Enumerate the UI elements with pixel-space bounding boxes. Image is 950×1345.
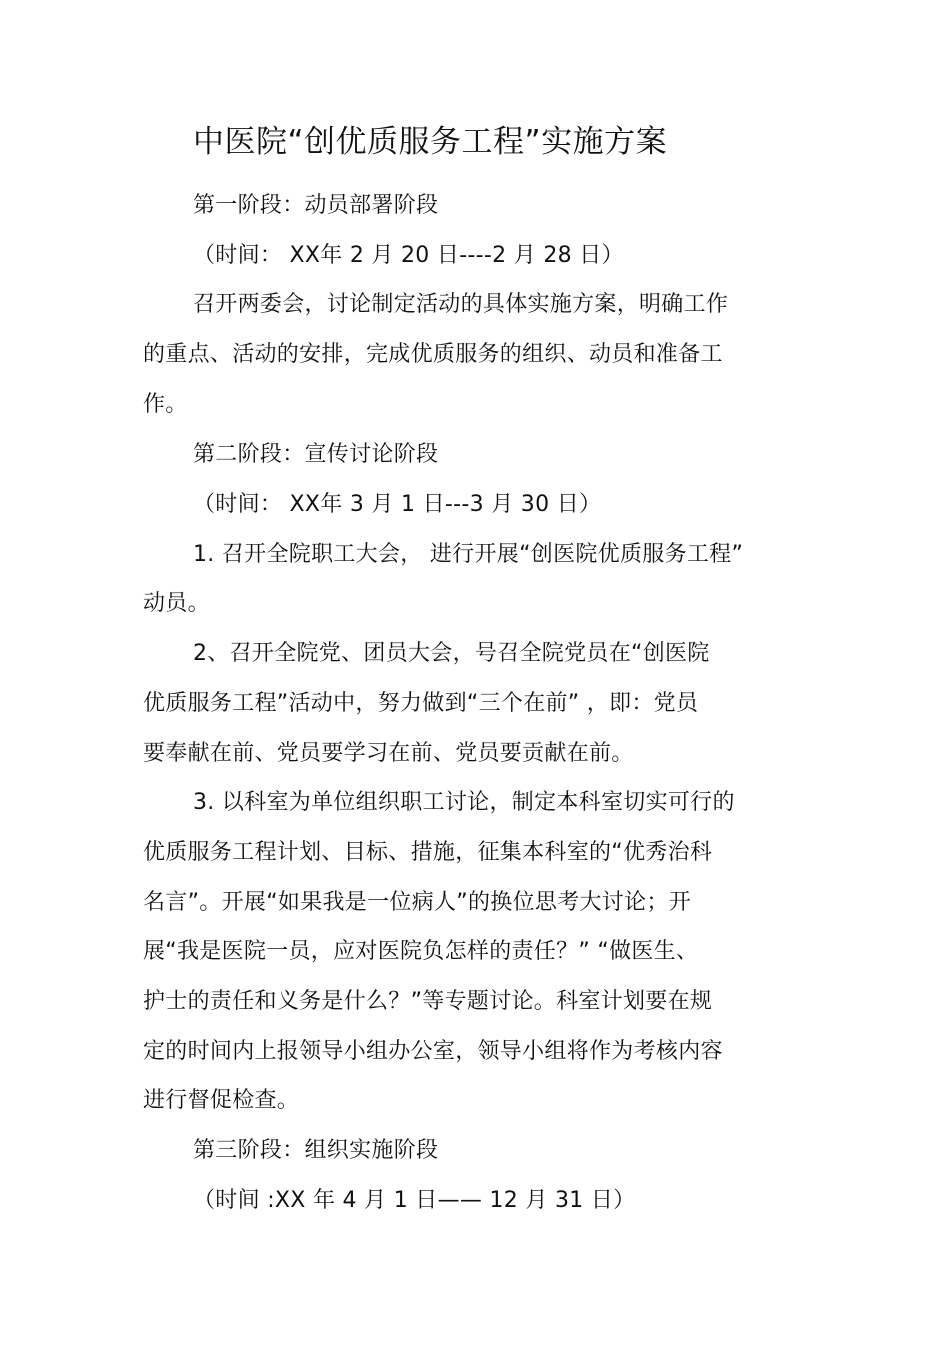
paragraph-line: 作。 — [143, 392, 188, 417]
stage-1-time: （时间： XX年 2 月 20 日----2 月 28 日） — [193, 243, 624, 268]
paragraph-line: 的重点、活动的安排，完成优质服务的组织、动员和准备工 — [143, 342, 723, 367]
paragraph-line: 1. 召开全院职工大会， 进行开展“创医院优质服务工程” — [193, 542, 744, 567]
paragraph-line: 优质服务工程计划、目标、措施，征集本科室的“优秀治科 — [143, 840, 713, 865]
paragraph-line: 名言”。开展“如果我是一位病人”的换位思考大讨论；开 — [143, 890, 691, 915]
paragraph-line: 2、召开全院党、团员大会，号召全院党员在“创医院 — [193, 641, 710, 666]
stage-2-heading: 第二阶段：宣传讨论阶段 — [193, 442, 439, 467]
paragraph-line: 定的时间内上报领导小组办公室，领导小组将作为考核内容 — [143, 1039, 723, 1064]
paragraph-line: 优质服务工程”活动中，努力做到“三个在前” ，即：党员 — [143, 691, 699, 716]
paragraph-line: 展“我是医院一员，应对医院负怎样的责任？” “做医生、 — [143, 939, 699, 964]
paragraph-line: 召开两委会，讨论制定活动的具体实施方案，明确工作 — [193, 292, 729, 317]
stage-2-time: （时间： XX年 3 月 1 日---3 月 30 日） — [193, 492, 602, 517]
paragraph-line: 进行督促检查。 — [143, 1088, 300, 1113]
paragraph-line: 动员。 — [143, 591, 210, 616]
stage-3-heading: 第三阶段：组织实施阶段 — [193, 1138, 439, 1163]
document-title: 中医院“创优质服务工程”实施方案 — [193, 124, 668, 160]
paragraph-line: 要奉献在前、党员要学习在前、党员要贡献在前。 — [143, 741, 634, 766]
paragraph-line: 护士的责任和义务是什么？”等专题讨论。科室计划要在规 — [143, 989, 713, 1014]
paragraph-line: 3. 以科室为单位组织职工讨论，制定本科室切实可行的 — [193, 790, 735, 815]
stage-1-heading: 第一阶段：动员部署阶段 — [193, 193, 439, 218]
stage-3-time: （时间 :XX 年 4 月 1 日—— 12 月 31 日） — [193, 1188, 636, 1213]
